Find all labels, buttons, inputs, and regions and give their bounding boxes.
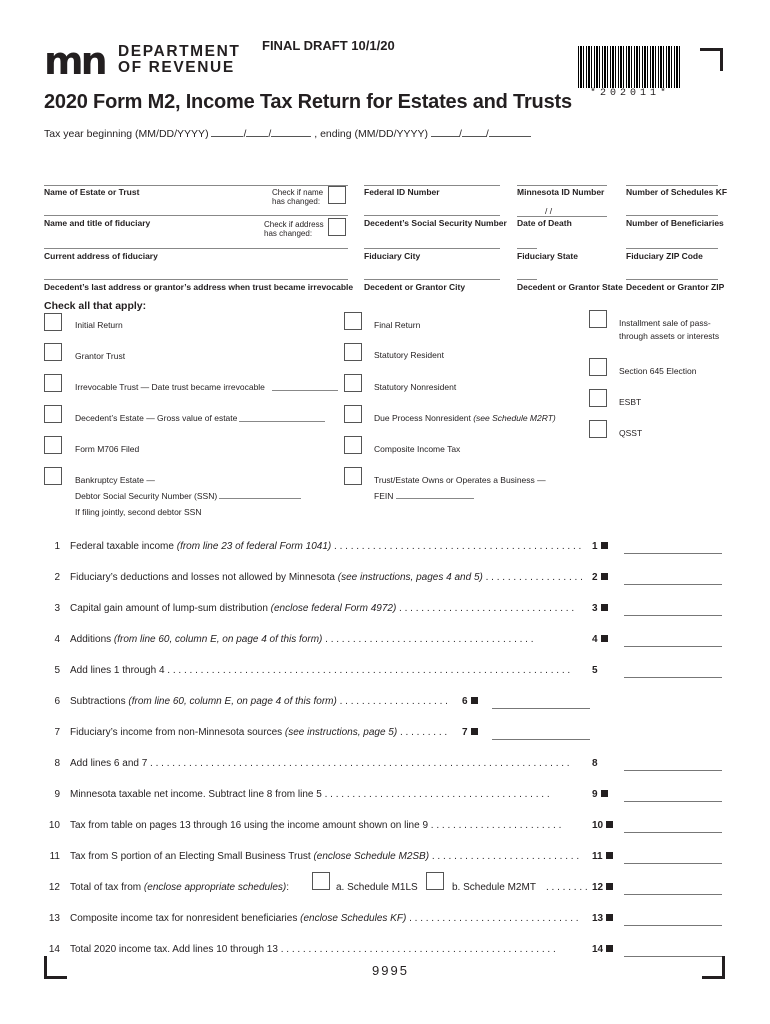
line-leader: . . . . . . . . . . . . . . . . . . . . . . . . . . . . . . . . . . . . . . xyxy=(322,634,534,645)
composite-tax-label: Composite Income Tax xyxy=(374,444,461,454)
line-leader: . . . . . . . . . . . . . . . . . . . . . . . . . . . xyxy=(429,851,580,862)
grantor-trust-checkbox[interactable] xyxy=(44,343,62,361)
required-square-icon xyxy=(606,821,613,828)
end-day-field[interactable] xyxy=(462,127,486,137)
line-note: (from line 23 of federal Form 1041) xyxy=(176,541,332,552)
required-square-icon xyxy=(606,852,613,859)
line-description xyxy=(70,634,590,645)
line-description xyxy=(70,789,590,800)
mn-logo-mark: mn xyxy=(44,39,105,83)
current-address-field[interactable] xyxy=(44,248,348,249)
num-beneficiaries-field[interactable] xyxy=(626,215,718,216)
qsst-label: QSST xyxy=(619,428,643,438)
line-reference-number: 10 xyxy=(592,820,604,831)
line-leader: . . . . . . . . . . . . . . . . . . . . . . . . . . . . . . . . . . . . . . . . . xyxy=(321,789,550,800)
name-changed-label: Check if name has changed: xyxy=(272,188,324,206)
fiduciary-state-field[interactable] xyxy=(517,248,537,249)
line-amount-field[interactable] xyxy=(624,677,722,678)
line-note: (from line 60, column E, on page 4 of this form) xyxy=(128,696,337,707)
line-leader: . . . . . . . . xyxy=(546,882,588,893)
line-note: (from line 60, column E, on page 4 of this form) xyxy=(113,634,323,645)
line-note: (see instructions, pages 4 and 5) xyxy=(337,572,483,583)
fiduciary-name-field[interactable] xyxy=(44,215,348,216)
form-m706-label: Form M706 Filed xyxy=(75,444,140,454)
line-note: (enclose appropriate schedules) xyxy=(143,882,287,893)
trust-owns-business-checkbox[interactable] xyxy=(344,467,362,485)
decedent-state-field[interactable] xyxy=(517,279,537,280)
line-description xyxy=(70,665,590,676)
decedents-estate-checkbox[interactable] xyxy=(44,405,62,423)
required-square-icon xyxy=(606,945,613,952)
address-changed-label: Check if address has changed: xyxy=(264,220,324,238)
line-description xyxy=(70,882,590,893)
installment-sale-checkbox[interactable] xyxy=(589,310,607,328)
estate-name-label: Name of Estate or Trust xyxy=(44,187,140,197)
fiduciary-city-label: Fiduciary City xyxy=(364,251,421,261)
line-note: (enclose Schedules KF) xyxy=(300,913,407,924)
statutory-nonresident-checkbox[interactable] xyxy=(344,374,362,392)
line-reference xyxy=(592,944,613,955)
line-leader: : xyxy=(286,882,290,893)
line-number: 11 xyxy=(49,851,60,862)
mn-id-field[interactable] xyxy=(517,185,607,186)
line-reference-number: 3 xyxy=(592,603,598,614)
logo-line1: DEPARTMENT xyxy=(118,43,241,60)
page-code: 9995 xyxy=(372,963,409,978)
initial-return-checkbox[interactable] xyxy=(44,313,62,331)
line-amount-field[interactable] xyxy=(624,615,722,616)
line-description xyxy=(70,572,590,583)
line-number: 7 xyxy=(54,727,60,738)
line-reference-number: 13 xyxy=(592,913,604,924)
line-number: 10 xyxy=(48,820,60,831)
line-leader: . . . . . . . . . . . . . . . . . . . . . . . . . . . . . . . . . . . . . . . . . . . . . xyxy=(331,541,582,552)
esbt-checkbox[interactable] xyxy=(589,389,607,407)
num-kf-label: Number of Schedules KF xyxy=(626,187,728,197)
line-number: 3 xyxy=(54,603,60,614)
line-text: Federal taxable income xyxy=(70,541,177,552)
tax-year-label: Tax year beginning (MM/DD/YYYY) xyxy=(44,128,209,140)
required-square-icon xyxy=(601,635,608,642)
section-645-label: Section 645 Election xyxy=(619,366,697,376)
line-description xyxy=(70,944,590,955)
schedule-m1ls-label: a. Schedule M1LS xyxy=(336,882,418,893)
form-m706-checkbox[interactable] xyxy=(44,436,62,454)
required-square-icon xyxy=(601,604,608,611)
schedule-m2mt-checkbox[interactable] xyxy=(426,872,444,890)
installment-sale-label-2: through assets or interests xyxy=(619,331,720,341)
required-square-icon xyxy=(606,883,613,890)
line-reference xyxy=(592,820,613,831)
draft-label: FINAL DRAFT 10/1/20 xyxy=(262,38,395,53)
line-number: 12 xyxy=(48,882,60,893)
line-amount-field[interactable] xyxy=(492,708,590,709)
qsst-checkbox[interactable] xyxy=(589,420,607,438)
joint-ssn-label: If filing jointly, second debtor SSN xyxy=(75,507,202,517)
irrevocable-trust-label: Irrevocable Trust — Date trust became irrevocable xyxy=(75,382,265,392)
line-description xyxy=(70,696,460,707)
debtor-ssn-field[interactable] xyxy=(219,498,301,499)
line-note: (see instructions, page 5) xyxy=(284,727,398,738)
registration-mark-top-right xyxy=(700,48,723,71)
trust-owns-business-label: Trust/Estate Owns or Operates a Business — xyxy=(374,475,546,485)
check-all-heading: Check all that apply: xyxy=(44,300,147,312)
statutory-resident-label: Statutory Resident xyxy=(374,350,444,360)
line-reference-number: 11 xyxy=(592,851,603,862)
line-note: (enclose federal Form 4972) xyxy=(270,603,397,614)
slash: / xyxy=(268,128,272,140)
line-text: Minnesota taxable net income. Subtract line 8 from line 5 xyxy=(70,789,322,800)
line-reference-number: 1 xyxy=(592,541,598,552)
line-reference xyxy=(592,789,608,800)
logo-line2: OF REVENUE xyxy=(118,59,235,76)
line-description xyxy=(70,851,590,862)
decedent-ssn-label: Decedent’s Social Security Number xyxy=(364,218,507,228)
line-reference xyxy=(592,758,598,769)
line-reference-number: 9 xyxy=(592,789,598,800)
mn-id-label: Minnesota ID Number xyxy=(517,187,605,197)
slash: / xyxy=(485,128,489,140)
tax-year-row xyxy=(44,127,531,140)
schedule-m1ls-checkbox[interactable] xyxy=(312,872,330,890)
line-reference-number: 12 xyxy=(592,882,604,893)
decedent-zip-field[interactable] xyxy=(626,279,718,280)
line-text: Tax from table on pages 13 through 16 using the income amount shown on line 9 xyxy=(70,820,429,831)
line-reference-number: 8 xyxy=(592,758,598,769)
due-process-text: Due Process Nonresident xyxy=(374,413,474,423)
schedule-m2mt-label: b. Schedule M2MT xyxy=(452,882,536,893)
due-process-label xyxy=(374,413,556,423)
line-amount-field[interactable] xyxy=(624,646,722,647)
line-amount-field[interactable] xyxy=(624,770,722,771)
due-process-note: (see Schedule M2RT) xyxy=(473,413,556,423)
line-leader: . . . . . . . . . . . . . . . . . . . . . . . . . . . . . . . . . . . . . . . . . . . . . . . . . . xyxy=(277,944,556,955)
decedents-estate-label: Decedent’s Estate — Gross value of estate xyxy=(75,413,238,423)
line-text: Total of tax from xyxy=(70,882,144,893)
line-text: Additions xyxy=(70,634,114,645)
statutory-resident-checkbox[interactable] xyxy=(344,343,362,361)
line-reference-number: 6 xyxy=(462,696,468,707)
line-number: 4 xyxy=(54,634,60,645)
federal-id-field[interactable] xyxy=(364,185,500,186)
line-description xyxy=(70,603,590,614)
line-number: 13 xyxy=(48,913,60,924)
grantor-trust-label: Grantor Trust xyxy=(75,351,126,361)
line-reference xyxy=(592,603,608,614)
decedent-ssn-field[interactable] xyxy=(364,215,500,216)
final-return-checkbox[interactable] xyxy=(344,312,362,330)
fiduciary-name-label: Name and title of fiduciary xyxy=(44,218,151,228)
composite-tax-checkbox[interactable] xyxy=(344,436,362,454)
line-amount-field[interactable] xyxy=(624,894,722,895)
line-leader: . . . . . . . . . . . . . . . . . . . . . . . . . . . . . . . . . . . . . . . . . . . . . . . . . . . . . . . . . . . . . . . . . . . . . . . . . xyxy=(164,665,571,676)
line-leader: . . . . . . . . . . . . . . . . . . . . . . . . . . . . . . . . . . . . . . . . . . . . . . . . . . . . . . . . . . . . . . . . . . . . . . . . . . . . xyxy=(147,758,570,769)
line-description xyxy=(70,758,590,769)
current-address-label: Current address of fiduciary xyxy=(44,251,158,261)
required-square-icon xyxy=(471,697,478,704)
line-description xyxy=(70,820,590,831)
required-square-icon xyxy=(601,542,608,549)
line-reference xyxy=(592,541,608,552)
revenue-logo xyxy=(44,39,241,83)
line-reference xyxy=(592,882,613,893)
line-reference-number: 7 xyxy=(462,727,468,738)
line-description xyxy=(70,541,590,552)
fiduciary-zip-field[interactable] xyxy=(626,248,718,249)
statutory-nonresident-label: Statutory Nonresident xyxy=(374,382,457,392)
fiduciary-zip-label: Fiduciary ZIP Code xyxy=(626,251,703,261)
line-leader: . . . . . . . . . . . . . . . . . . . . . . . . . . . . . . . . xyxy=(396,603,575,614)
section-645-checkbox[interactable] xyxy=(589,358,607,376)
date-of-death-label: Date of Death xyxy=(517,218,572,228)
required-square-icon xyxy=(471,728,478,735)
line-text: Fiduciary’s income from non-Minnesota sources xyxy=(70,727,285,738)
line-reference-number: 2 xyxy=(592,572,598,583)
line-amount-field[interactable] xyxy=(624,863,722,864)
line-description xyxy=(70,727,460,738)
line-amount-field[interactable] xyxy=(492,739,590,740)
date-of-death-slashes: / / xyxy=(545,206,553,216)
line-text: Total 2020 income tax. Add lines 10 through 13 xyxy=(70,944,278,955)
begin-year-field[interactable] xyxy=(271,127,311,137)
registration-mark-bottom-left xyxy=(44,956,67,979)
page-title: 2020 Form M2, Income Tax Return for Estates and Trusts xyxy=(44,91,572,113)
line-amount-field[interactable] xyxy=(624,832,722,833)
line-amount-field[interactable] xyxy=(624,925,722,926)
registration-mark-bottom-right xyxy=(702,956,725,979)
line-reference xyxy=(592,634,608,645)
line-reference xyxy=(462,696,478,707)
irrevocable-trust-checkbox[interactable] xyxy=(44,374,62,392)
line-number: 5 xyxy=(54,665,60,676)
line-number: 14 xyxy=(48,944,60,955)
final-return-label: Final Return xyxy=(374,320,421,330)
line-number: 8 xyxy=(54,758,60,769)
line-amount-field[interactable] xyxy=(624,553,722,554)
line-number: 9 xyxy=(54,789,60,800)
line-text: Composite income tax for nonresident beneficiaries xyxy=(70,913,301,924)
irrevocable-date-field[interactable] xyxy=(272,390,338,391)
line-text: Add lines 6 and 7 xyxy=(70,758,148,769)
decedent-address-label: Decedent’s last address or grantor’s address when trust became irrevocable xyxy=(44,282,354,292)
fiduciary-state-label: Fiduciary State xyxy=(517,251,578,261)
esbt-label: ESBT xyxy=(619,397,642,407)
fein-label: FEIN xyxy=(374,491,394,501)
fein-field[interactable] xyxy=(396,498,474,499)
line-leader: . . . . . . . . . . . . . . . . . . . . . . . . xyxy=(428,820,562,831)
line-leader: . . . . . . . . . . . . . . . . . . . . . . . . . . . . . . . xyxy=(406,913,579,924)
line-text: Fiduciary’s deductions and losses not allowed by Minnesota xyxy=(70,572,338,583)
num-beneficiaries-label: Number of Beneficiaries xyxy=(626,218,724,228)
required-square-icon xyxy=(601,573,608,580)
line-description xyxy=(70,913,590,924)
begin-day-field[interactable] xyxy=(246,127,268,137)
line-reference-number: 5 xyxy=(592,665,598,676)
federal-id-label: Federal ID Number xyxy=(364,187,440,197)
bankruptcy-estate-checkbox[interactable] xyxy=(44,467,62,485)
line-reference-number: 4 xyxy=(592,634,598,645)
ending-label: , ending (MM/DD/YYYY) xyxy=(314,128,429,140)
line-amount-field[interactable] xyxy=(624,584,722,585)
line-leader: . . . . . . . . . xyxy=(397,727,448,738)
line-amount-field[interactable] xyxy=(624,801,722,802)
line-reference xyxy=(592,572,608,583)
line-text: Tax from S portion of an Electing Small Business Trust xyxy=(70,851,314,862)
barcode-text: *202011* xyxy=(589,88,670,99)
required-square-icon xyxy=(606,914,613,921)
initial-return-label: Initial Return xyxy=(75,320,123,330)
installment-sale-label-1: Installment sale of pass- xyxy=(619,318,711,328)
line-reference xyxy=(592,665,598,676)
date-of-death-field[interactable] xyxy=(517,216,607,217)
decedent-city-field[interactable] xyxy=(364,279,500,280)
gross-value-field[interactable] xyxy=(239,421,325,422)
name-changed-checkbox[interactable] xyxy=(328,186,346,204)
line-reference xyxy=(462,727,478,738)
bankruptcy-estate-label: Bankruptcy Estate — xyxy=(75,475,155,485)
fiduciary-city-field[interactable] xyxy=(364,248,500,249)
num-kf-field[interactable] xyxy=(626,185,718,186)
line-reference xyxy=(592,913,613,924)
debtor-ssn-label: Debtor Social Security Number (SSN) xyxy=(75,491,218,501)
line-leader: . . . . . . . . . . . . . . . . . . xyxy=(482,572,583,583)
barcode xyxy=(578,46,680,88)
due-process-checkbox[interactable] xyxy=(344,405,362,423)
decedent-zip-label: Decedent or Grantor ZIP xyxy=(626,282,725,292)
line-text: Add lines 1 through 4 xyxy=(70,665,165,676)
line-number: 2 xyxy=(54,572,60,583)
line-number: 1 xyxy=(54,541,60,552)
address-changed-checkbox[interactable] xyxy=(328,218,346,236)
decedent-state-label: Decedent or Grantor State xyxy=(517,282,623,292)
required-square-icon xyxy=(601,790,608,797)
begin-month-field[interactable] xyxy=(211,127,243,137)
estate-name-field[interactable] xyxy=(44,185,348,186)
line-reference xyxy=(592,851,613,862)
line-number: 6 xyxy=(54,696,60,707)
end-year-field[interactable] xyxy=(489,127,531,137)
line-text: Subtractions xyxy=(70,696,129,707)
decedent-address-field[interactable] xyxy=(44,279,348,280)
line-text: Capital gain amount of lump-sum distribution xyxy=(70,603,271,614)
line-leader: . . . . . . . . . . . . . . . . . . . . xyxy=(336,696,448,707)
slash: / xyxy=(458,128,462,140)
line-note: (enclose Schedule M2SB) xyxy=(313,851,430,862)
line-reference-number: 14 xyxy=(592,944,604,955)
slash: / xyxy=(243,128,247,140)
decedent-city-label: Decedent or Grantor City xyxy=(364,282,466,292)
end-month-field[interactable] xyxy=(431,127,459,137)
